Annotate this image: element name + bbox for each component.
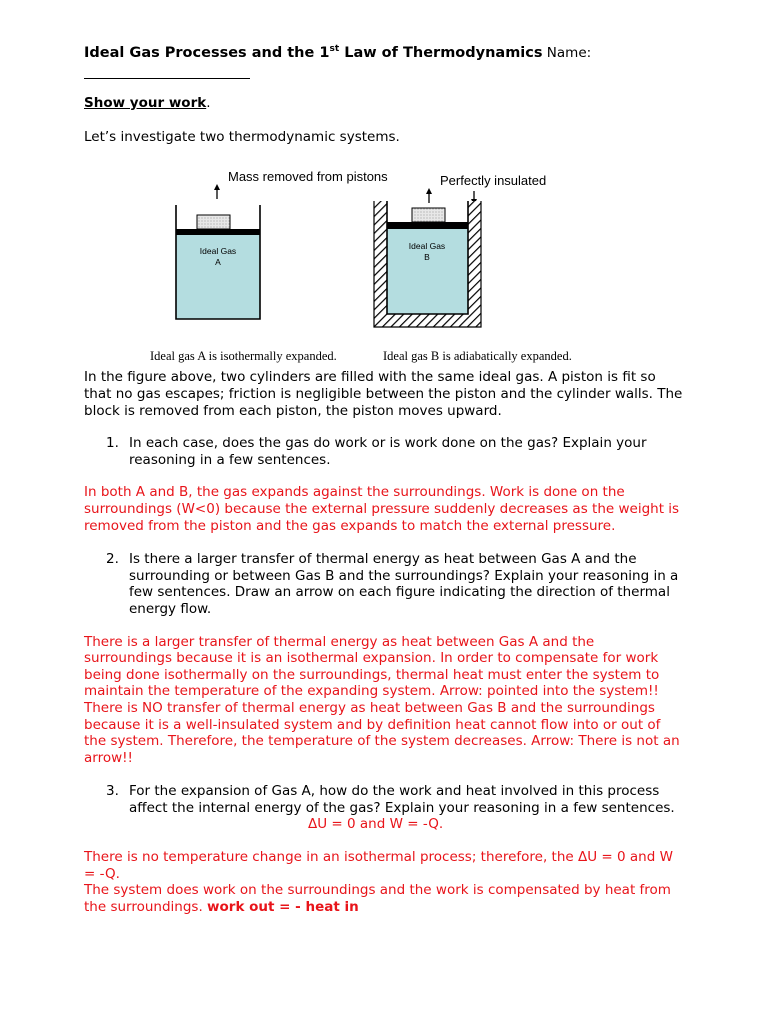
insulation-bottom — [374, 314, 481, 327]
mass-block-b — [412, 208, 445, 222]
question-2: 2. Is there a larger transfer of thermal energy as heat between Gas A and the surrounding or between Gas B and the surroundings? Explain your reasoning in a few sentences. Draw an arrow on each figure indicating the direction of thermal energy flow. — [106, 551, 679, 617]
name-blank-line — [84, 64, 250, 79]
gas-a-label: Ideal Gas — [199, 246, 237, 257]
question-1: 1. In each case, does the gas do work or is work done on the gas? Explain your reasoning in a few sentences. — [106, 435, 647, 468]
question-list-3 — [84, 783, 684, 816]
question-list — [84, 435, 684, 468]
cylinder-figure — [0, 157, 768, 369]
mass-block-a — [197, 215, 230, 229]
gas-a-letter: A — [215, 257, 221, 268]
name-label: Name: — [542, 44, 592, 61]
caption-gas-a: Ideal gas A is isothermally expanded. — [150, 349, 337, 364]
answer-2: There is a larger transfer of thermal energy as heat between Gas A and the surroundings because it is an isothermal expansion. In order to compensate for work being done isothermally on the surroundings, thermal heat must enter the system to maintain the temperature of the expanding system. Arrow: pointed into the system!! There is NO transfer of thermal energy as heat between Gas B and the surroundings because it is a well-insulated system and by definition heat cannot flow into or out of the system. Therefore, the temperature of the system decreases. Arrow: There is not an arrow!! — [84, 633, 680, 766]
piston-b — [387, 222, 468, 229]
answer-3b: The system does work on the surroundings and the work is compensated by heat from the surroundings. work out = - heat in — [84, 882, 671, 915]
piston-a — [176, 229, 260, 235]
intro-text: Let’s investigate two thermodynamic systems. — [84, 128, 400, 145]
figure-description: In the figure above, two cylinders are filled with the same ideal gas. A piston is fit so that no gas escapes; friction is negligible between the piston and the cylinder walls. The block is removed from each piston, the piston moves upward. — [84, 369, 683, 419]
up-arrow-icon-b — [426, 188, 432, 203]
insulation-right — [468, 201, 481, 327]
up-arrow-icon-a — [214, 184, 220, 199]
cylinder-diagram — [0, 157, 768, 369]
equation-3: ΔU = 0 and W = -Q. — [308, 816, 444, 833]
cylinder-b — [374, 201, 481, 327]
answer-1: In both A and B, the gas expands against the surroundings. Work is done on the surroundings (W<0) because the external pressure suddenly decreases as the weight is removed from the piston and the gas expands to match the external pressure. — [84, 484, 680, 534]
question-3: 3. For the expansion of Gas A, how do the work and heat involved in this process affect the internal energy of the gas? Explain your reasoning in a few sentences. — [106, 783, 675, 816]
cylinder-a — [176, 205, 260, 319]
caption-gas-b: Ideal gas B is adiabatically expanded. — [383, 349, 572, 364]
gas-b-label: Ideal Gas — [408, 241, 446, 252]
question-list-2 — [84, 551, 684, 617]
show-work-instruction: Show your work. — [84, 94, 211, 111]
answer-3a: There is no temperature change in an isothermal process; therefore, the ΔU = 0 and W = -Q. — [84, 849, 673, 882]
worksheet-page — [84, 38, 684, 915]
title-line — [84, 38, 684, 64]
caption-mass-removed: Mass removed from pistons — [228, 169, 388, 185]
page-title: Ideal Gas Processes and the 1st Law of Thermodynamics — [84, 44, 543, 61]
work-heat-summary: work out = - heat in — [207, 898, 359, 915]
insulation-left — [374, 201, 387, 327]
caption-perfectly-insulated: Perfectly insulated — [440, 173, 547, 189]
gas-b-letter: B — [424, 252, 430, 263]
